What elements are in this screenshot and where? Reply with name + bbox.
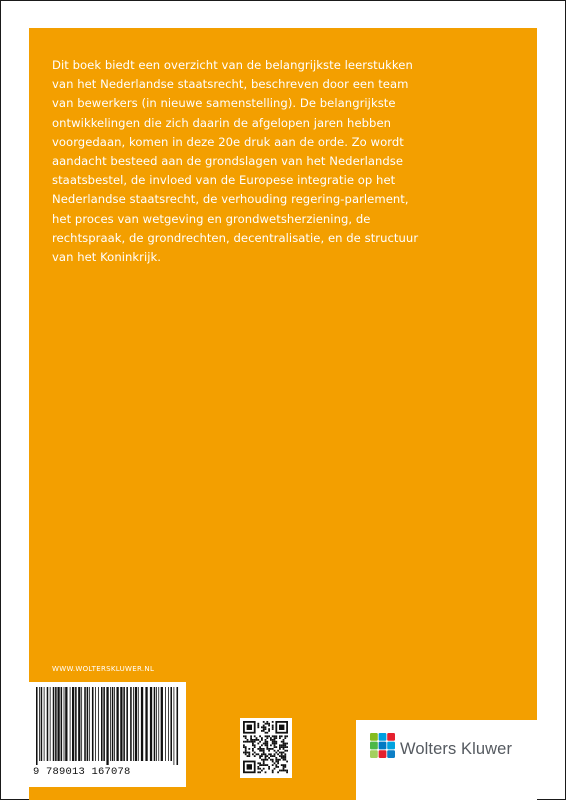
blurb-line: ontwikkelingen die zich daarin de afgelopen jaren hebben <box>52 115 392 130</box>
barcode-graphic <box>36 687 179 765</box>
qr-code-graphic <box>243 721 289 775</box>
cover-blurb <box>52 56 448 267</box>
qr-code[interactable] <box>240 718 292 778</box>
blurb-line: Dit boek biedt een overzicht van de belangrijkste leerstukken <box>52 58 413 72</box>
isbn-number: 9 789013 167078 <box>33 766 131 778</box>
blurb-line: voorgedaan, komen in deze 20e druk aan de orde. Zo wordt <box>52 134 404 149</box>
isbn-barcode <box>29 682 186 787</box>
website-url[interactable]: WWW.WOLTERSKLUWER.NL <box>52 665 155 673</box>
blurb-line: rechtspraak, de grondrechten, decentralisatie, en de structuur <box>52 230 419 245</box>
publisher-logo <box>356 720 537 800</box>
wolters-kluwer-mark-icon <box>370 733 396 759</box>
blurb-line: van het Koninkrijk. <box>52 250 162 265</box>
blurb-line: het proces van wetgeving en grondwetsherziening, de <box>52 211 371 226</box>
blurb-line: aandacht besteed aan de grondslagen van het Nederlandse <box>52 154 404 169</box>
publisher-name: Wolters Kluwer <box>400 740 513 758</box>
blurb-line: van bewerkers (in nieuwe samenstelling). De belangrijkste <box>52 96 396 111</box>
blurb-line: van het Nederlandse staatsrecht, beschreven door een team <box>52 77 409 92</box>
blurb-line: Nederlandse staatsrecht, de verhouding regering-parlement, <box>52 192 409 207</box>
blurb-line: staatsbestel, de invloed van de Europese integratie op het <box>52 173 396 188</box>
